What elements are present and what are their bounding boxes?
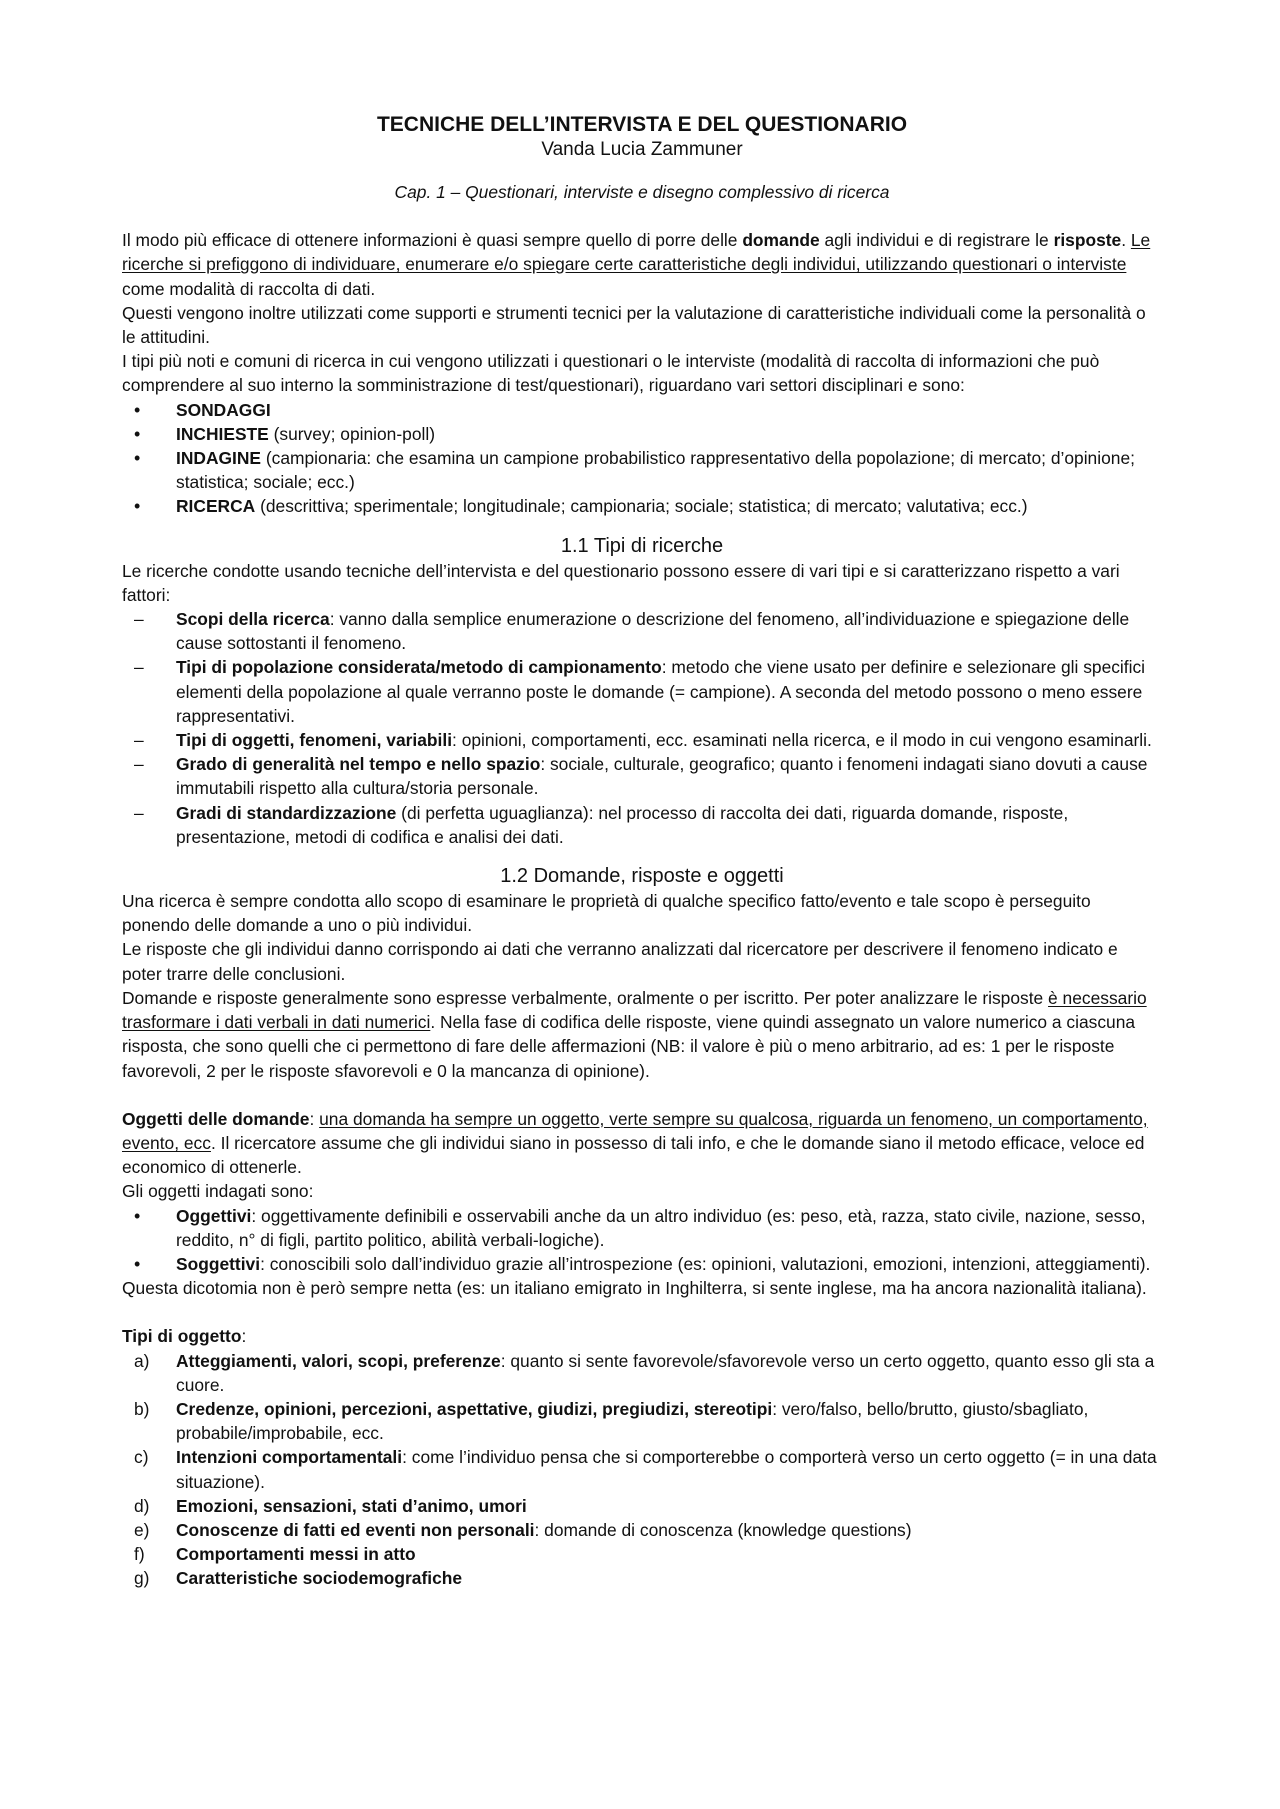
list-item: b) Credenze, opinioni, percezioni, aspettative, giudizi, pregiudizi, stereotipi: vero/falso, bello/brutto, giusto/sbagliato, probabile/improbabile, ecc. [134,1398,1089,1444]
bullet-icon: • [134,448,141,469]
list-marker: b) [134,1398,150,1419]
dicotomia-paragraph: Questa dicotomia non è però sempre netta (es: un italiano emigrato in Inghilterra, si sente inglese, ma ha ancora nazionalità italiana). [122,1278,1147,1299]
section-1-1-lead: Le ricerche condotte usando tecniche dell’intervista e del questionario possono essere di vari tipi e si caratterizzano rispetto a vari fattori: [122,560,1120,605]
list-item: e) Conoscenze di fatti ed eventi non personali: domande di conoscenza (knowledge questions) [122,1518,1162,1542]
list-item: • RICERCA (descrittiva; sperimentale; longitudinale; campionaria; sociale; statistica; di mercato; valutativa; ecc.) [122,494,1162,518]
tipi-oggetto-heading: Tipi di oggetto: [122,1326,247,1347]
document-page [122,112,1162,1591]
bullet-icon: • [134,1253,141,1274]
list-item: • INCHIESTE (survey; opinion-poll) [122,422,1162,446]
list-marker: e) [134,1519,150,1540]
list-item: – Tipi di popolazione considerata/metodo di campionamento: metodo che viene usato per definire e selezionare gli specifici elementi della popolazione al quale verranno poste le domande (= campione). A seconda del metodo possono o meno essere rappresentativi. [134,657,1146,726]
section-heading-1-2: 1.2 Domande, risposte e oggetti [500,865,784,888]
list-marker: f) [134,1544,145,1565]
bullet-icon: • [134,399,141,420]
research-types-list [122,398,1162,519]
section-1-2-paragraph-3: Domande e risposte generalmente sono espresse verbalmente, oralmente o per iscritto. Per poter analizzare le risposte è necessario trasformare i dati verbali in dati numerici. Nella fase di codifica delle risposte, viene quindi assegnato un valore numerico a ciascuna risposta, che sono quelli che ci permettono di fare delle affermazioni (NB: il valore è più o meno arbitrario, ad es: 1 per le risposte favorevoli, 2 per le risposte sfavorevoli e 0 la mancanza di opinione). [122,987,1147,1081]
section-heading-1-1: 1.1 Tipi di ricerche [560,534,724,557]
list-marker: a) [134,1350,150,1371]
list-item: a) Atteggiamenti, valori, scopi, preferenze: quanto si sente favorevole/sfavorevole verso un certo oggetto, quanto esso gli sta a cuore. [134,1350,1155,1395]
list-item: – Gradi di standardizzazione (di perfetta uguaglianza): nel processo di raccolta dei dati, riguarda domande, risposte, presentazione, metodi di codifica e analisi dei dati. [134,802,1069,847]
list-marker: g) [134,1568,150,1589]
list-item: c) Intenzioni comportamentali: come l’individuo pensa che si comporterebbe o comporterà verso un certo oggetto (= in una data situazione). [134,1447,1157,1492]
section-1-2-paragraph-2: Le risposte che gli individui danno corrispondo ai dati che verranno analizzati dal ricercatore per descrivere il fenomeno indicato e poter trarre delle conclusioni. [122,939,1118,984]
list-item: • Oggettivi: oggettivamente definibili e osservabili anche da un altro individuo (es: peso, età, razza, stato civile, nazione, sesso, reddito, n° di figli, partito politico, abilità verbali-logiche). [134,1205,1146,1250]
list-item: – Grado di generalità nel tempo e nello spazio: sociale, culturale, geografico; quanto i fenomeni indagati siano dovuti a cause immutabili rispetto alla cultura/storia personale. [134,754,1148,799]
dash-icon: – [134,754,144,775]
oggetti-list [122,1204,1162,1277]
list-marker: c) [134,1447,149,1468]
intro-paragraph-1: Il modo più efficace di ottenere informazioni è quasi sempre quello di porre delle domande agli individui e di registrare le risposte. Le ricerche si prefiggono di individuare, enumerare e/o spiegare certe caratteristiche degli individui, utilizzando questionari o interviste come modalità di raccolta di dati. [122,230,1151,299]
list-item: – Scopi della ricerca: vanno dalla semplice enumerazione o descrizione del fenomeno, all’individuazione e spiegazione delle cause sottostanti il fenomeno. [134,609,1130,654]
list-item: • Soggettivi: conoscibili solo dall’individuo grazie all’introspezione (es: opinioni, valutazioni, emozioni, intenzioni, atteggiamenti). [122,1252,1162,1276]
section-1-2-paragraph-1: Una ricerca è sempre condotta allo scopo di esaminare le proprietà di qualche specifico fatto/evento e tale scopo è perseguito ponendo delle domande a uno o più individui. [122,891,1091,936]
document-author: Vanda Lucia Zammuner [541,139,743,160]
oggetti-indagati-lead: Gli oggetti indagati sono: [122,1181,314,1202]
intro-paragraph-3: I tipi più noti e comuni di ricerca in cui vengono utilizzati i questionari o le interviste (modalità di raccolta di informazioni che può comprendere al suo interno la somministrazione di test/questionari), riguardano vari settori disciplinari e sono: [122,351,1100,396]
dash-icon: – [134,802,144,823]
intro-paragraph-2: Questi vengono inoltre utilizzati come supporti e strumenti tecnici per la valutazione di caratteristiche individuali come la personalità o le attitudini. [122,302,1146,348]
dash-icon: – [134,657,144,678]
list-marker: d) [134,1495,150,1516]
oggetti-domande-paragraph: Oggetti delle domande: una domanda ha sempre un oggetto, verte sempre su qualcosa, riguarda un fenomeno, un comportamento, evento, ecc. Il ricercatore assume che gli individui siano in possesso di tali info, e che le domande siano il metodo efficace, veloce ed economico di ottenerle. [122,1108,1148,1178]
research-factors-list [122,607,1162,849]
list-item: • SONDAGGI [122,398,1162,422]
bullet-icon: • [134,496,141,517]
list-item: – Tipi di oggetti, fenomeni, variabili: opinioni, comportamenti, ecc. esaminati nella ricerca, e il modo in cui vengono esaminarli. [122,728,1162,752]
dash-icon: – [134,609,144,630]
dash-icon: – [134,730,144,751]
document-title: TECNICHE DELL’INTERVISTA E DEL QUESTIONARIO [376,113,908,136]
list-item: d) Emozioni, sensazioni, stati d’animo, umori [122,1494,1162,1518]
chapter-heading: Cap. 1 – Questionari, interviste e disegno complessivo di ricerca [394,182,890,202]
tipi-oggetto-list [122,1349,1162,1591]
list-item: f) Comportamenti messi in atto [122,1542,1162,1566]
bullet-icon: • [134,1205,141,1226]
list-item: g) Caratteristiche sociodemografiche [122,1566,1162,1590]
bullet-icon: • [134,423,141,444]
list-item: • INDAGINE (campionaria: che esamina un campione probabilistico rappresentativo della popolazione; di mercato; d’opinione; statistica; sociale; ecc.) [134,448,1135,493]
